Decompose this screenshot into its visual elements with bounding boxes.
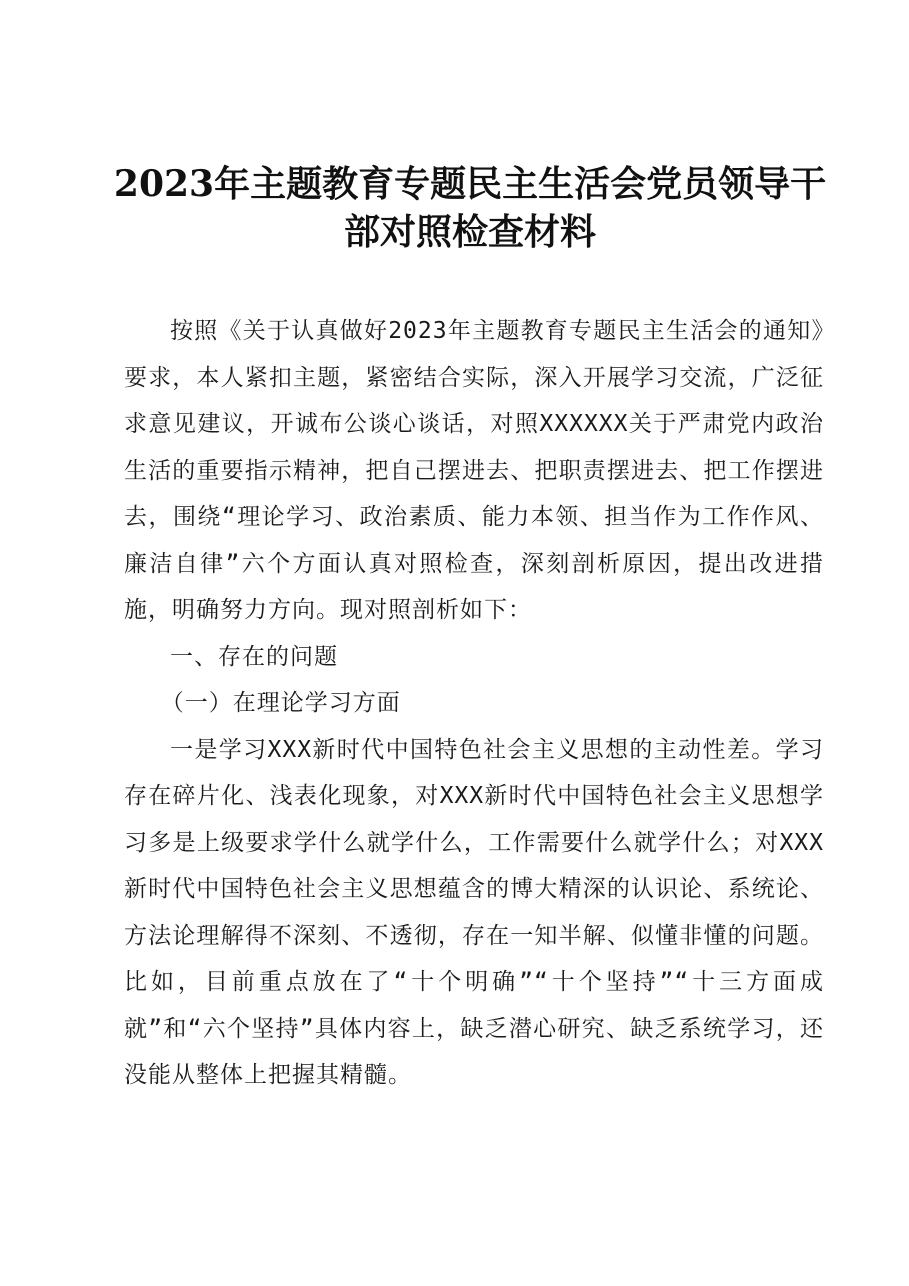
intro-paragraph: 按照《关于认真做好2023年主题教育专题民主生活会的通知》要求，本人紧扣主题，紧密结合实际，深入开展学习交流，广泛征求意见建议，开诚布公谈心谈话，对照XXXXXX关于严肃党内政治生活的重要指示精神，把自己摆进去、把职责摆进去、把工作摆进去，围绕“理论学习、政治素质、能力本领、担当作为工作作风、廉洁自律”六个方面认真对照检查，深刻剖析原因，提出改进措施，明确努力方向。现对照剖析如下：: [124, 318, 824, 623]
section-heading: 一、存在的问题: [170, 643, 338, 670]
subsection-heading: （一）在理论学习方面: [160, 690, 401, 716]
document-title: 2023年主题教育专题民主生活会党员领导干部对照检查材料: [113, 163, 827, 253]
body-paragraph: 一是学习XXX新时代中国特色社会主义思想的主动性差。学习存在碎片化、浅表化现象，对XXX新时代中国特色社会主义思想学习多是上级要求学什么就学什么，工作需要什么就学什么；对XXX新时代中国特色社会主义思想蕴含的博大精深的认识论、系统论、方法论理解得不深刻、不透彻，存在一知半解、似懂非懂的问题。比如，目前重点放在了“十个明确”“十个坚持”“十三方面成就”和“六个坚持”具体内容上，缺乏潜心研究、缺乏系统学习，还没能从整体上把握其精髓。: [124, 736, 824, 1088]
document-body: [124, 308, 824, 1099]
